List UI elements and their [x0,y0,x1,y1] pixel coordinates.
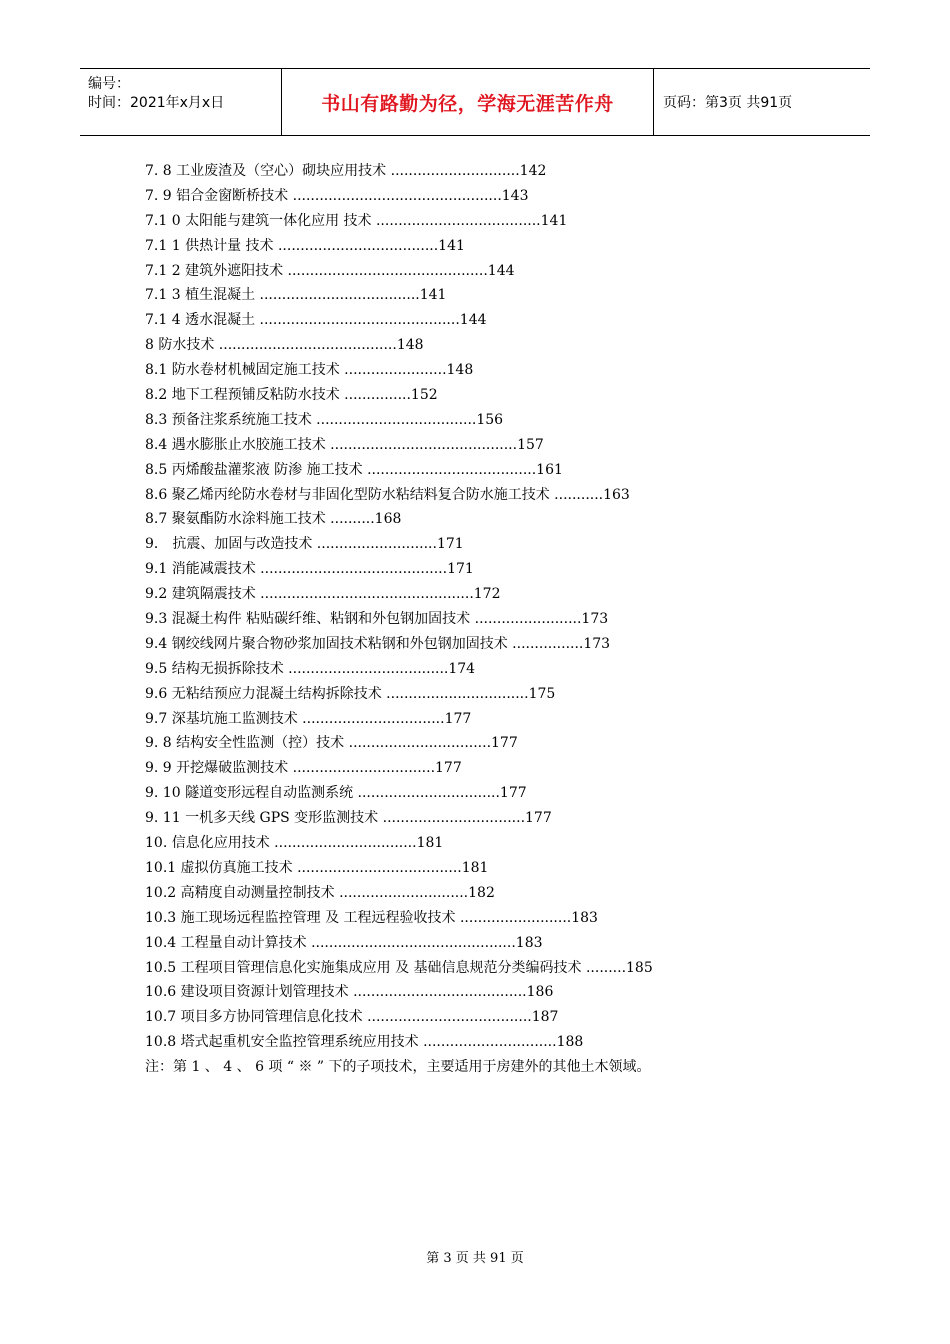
toc-entry: 9.2 建筑隔震技术 ................................................172 [145,586,501,603]
header-motto: 书山有路勤为径，学海无涯苦作舟 [282,69,654,135]
toc-entry: 8.5 丙烯酸盐灌浆液 防渗 施工技术 ......................................161 [145,461,563,478]
header-page-info: 页码：第3页 共91页 [663,95,793,111]
toc-note: 注：第 1 、 4 、 6 项 “ ※ ” 下的子项技术，主要适用于房建外的其他土木领域。 [145,1059,651,1076]
toc-entry: 9.6 无粘结预应力混凝土结构拆除技术 ................................175 [145,685,556,702]
header-meta [80,69,282,135]
toc-entry: 9． 抗震、加固与改造技术 ...........................171 [145,536,464,553]
toc-entry: 10.5 工程项目管理信息化实施集成应用 及 基础信息规范分类编码技术 .........185 [145,959,653,976]
toc-entry: 7. 8 工业废渣及（空心）砌块应用技术 .............................142 [145,163,547,179]
page-header [80,68,870,136]
document-number-label: 编号： [88,76,130,92]
toc-entry: 8.1 防水卷材机械固定施工技术 .......................148 [145,362,474,379]
toc-entry: 7.1 3 植生混凝土 ....................................141 [145,287,447,304]
toc-entry: 8.3 预备注浆系统施工技术 ....................................156 [145,411,504,428]
document-date: 时间：2021年x月x日 [88,95,225,111]
toc-entry: 8 防水技术 ........................................148 [145,337,424,354]
toc-entry: 10. 信息化应用技术 ................................181 [145,835,444,852]
toc-entry: 8.7 聚氨酯防水涂料施工技术 ..........168 [145,511,402,528]
toc-entry: 10.1 虚拟仿真施工技术 .....................................181 [145,859,489,876]
toc-entry: 9.1 消能减震技术 ..........................................171 [145,561,474,578]
toc-entry: 9. 11 一机多天线 GPS 变形监测技术 ................................177 [145,810,552,827]
toc-entry: 7.1 1 供热计量 技术 ....................................141 [145,237,465,254]
toc-entry: 9.5 结构无损拆除技术 ....................................174 [145,660,476,677]
toc-entry: 10.8 塔式起重机安全监控管理系统应用技术 ..............................188 [145,1034,584,1051]
toc-entry: 7.1 2 建筑外遮阳技术 .............................................144 [145,262,515,279]
toc-entry: 8.6 聚乙烯丙纶防水卷材与非固化型防水粘结料复合防水施工技术 ...........163 [145,486,630,503]
toc-entry: 7.1 4 透水混凝土 .............................................144 [145,312,487,329]
toc-entry: 9.3 混凝土构件 粘贴碳纤维、粘钢和外包钢加固技术 ........................173 [145,611,609,628]
toc-entry: 10.2 高精度自动测量控制技术 .............................182 [145,884,495,901]
table-of-contents [145,159,825,1080]
toc-entry: 10.6 建设项目资源计划管理技术 .......................................186 [145,984,554,1001]
toc-entry: 7. 9 铝合金窗断桥技术 ...............................................143 [145,187,529,204]
toc-entry: 7.1 0 太阳能与建筑一体化应用 技术 .....................................141 [145,212,568,229]
toc-entry: 10.7 项目多方协同管理信息化技术 .....................................187 [145,1009,559,1026]
toc-entry: 9.7 深基坑施工监测技术 ................................177 [145,710,472,727]
toc-entry: 9.4 钢绞线网片聚合物砂浆加固技术粘钢和外包钢加固技术 ................173 [145,635,611,652]
toc-entry: 9. 10 隧道变形远程自动监测系统 ................................177 [145,785,527,802]
toc-entry: 10.3 施工现场远程监控管理 及 工程远程验收技术 .........................183 [145,909,598,926]
toc-entry: 8.2 地下工程预铺反粘防水技术 ...............152 [145,387,438,404]
toc-entry: 8.4 遇水膨胀止水胶施工技术 ..........................................157 [145,436,544,453]
toc-entry: 9. 9 开挖爆破监测技术 ................................177 [145,760,462,777]
toc-entry: 10.4 工程量自动计算技术 ..............................................183 [145,934,543,951]
toc-entry: 9. 8 结构安全性监测（控）技术 ................................177 [145,735,518,752]
page-footer: 第 3 页 共 91 页 [426,1251,524,1266]
